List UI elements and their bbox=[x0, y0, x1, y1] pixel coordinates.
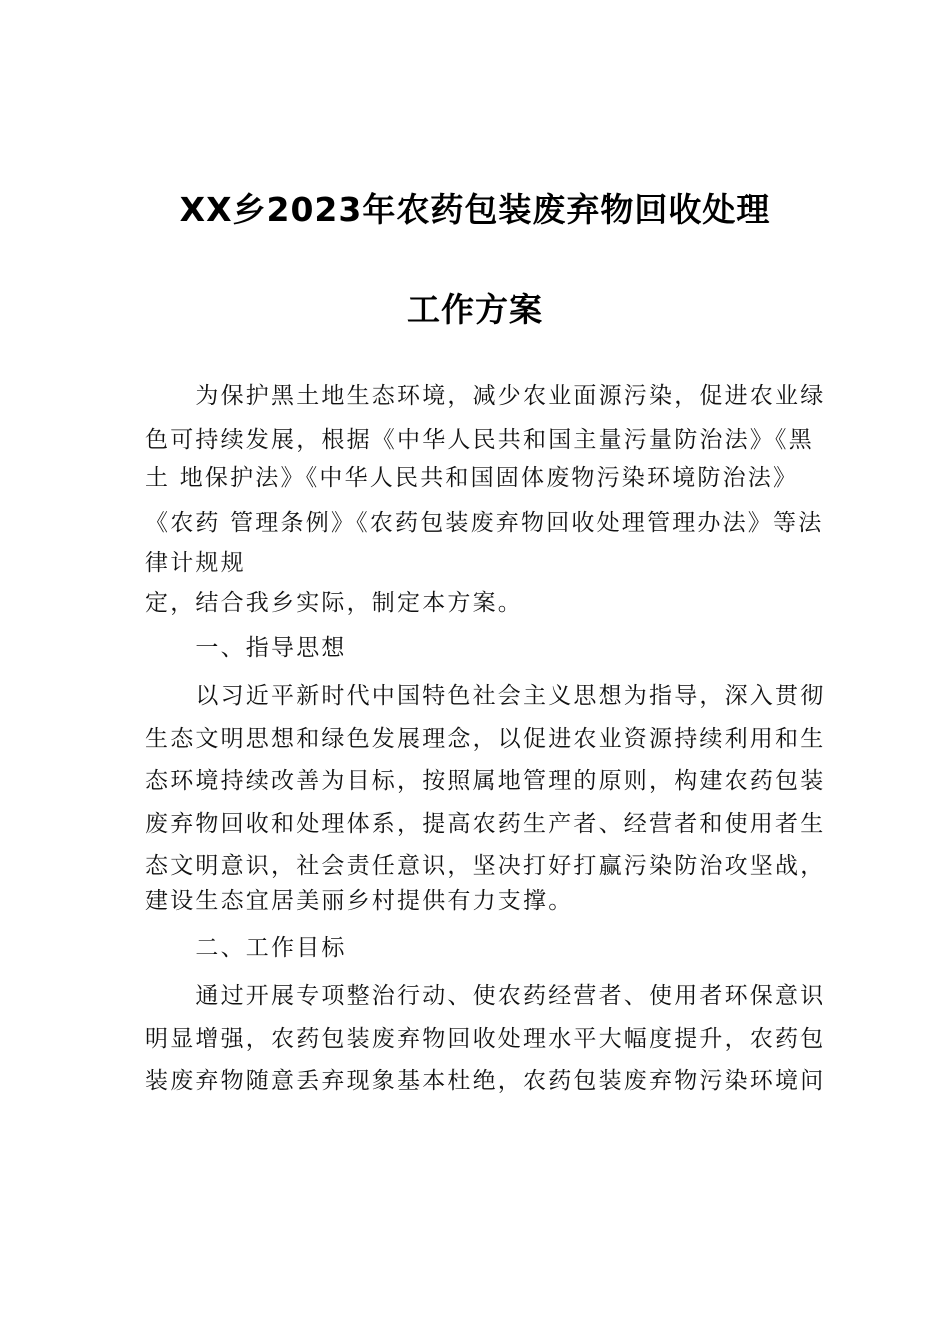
body-line: 律计规规 bbox=[145, 550, 246, 576]
body-line: 定，结合我乡实际，制定本方案。 bbox=[145, 590, 523, 616]
body-line: 土 地保护法》《中华人民共和国固体废物污染环境防治法》 bbox=[145, 465, 799, 491]
body-line: 废弃物回收和处理体系，提高农药生产者、经营者和使用者生 bbox=[145, 811, 826, 837]
body-line: 通过开展专项整治行动、使农药经营者、使用者环保意识 bbox=[145, 983, 826, 1009]
body-line: 明显增强，农药包装废弃物回收处理水平大幅度提升，农药包 bbox=[145, 1026, 826, 1052]
document-title-line-2: 工作方案 bbox=[407, 290, 543, 329]
body-line: 色可持续发展，根据《中华人民共和国主量污量防治法》《黑 bbox=[145, 427, 814, 453]
document-title-line-1: XX乡2023年农药包装废弃物回收处理 bbox=[179, 190, 771, 229]
body-line: 态文明意识，社会责任意识，坚决打好打赢污染防治攻坚战， bbox=[145, 853, 826, 879]
body-line: 为保护黑土地生态环境，减少农业面源污染，促进农业绿 bbox=[145, 383, 826, 409]
body-line: 装废弃物随意丢弃现象基本杜绝，农药包装废弃物污染环境问 bbox=[145, 1068, 826, 1094]
body-line: 态环境持续改善为目标，按照属地管理的原则，构建农药包装 bbox=[145, 768, 826, 794]
body-line: 生态文明思想和绿色发展理念，以促进农业资源持续利用和生 bbox=[145, 726, 826, 752]
section-heading-guiding-thought: 一、指导思想 bbox=[145, 635, 347, 661]
section-heading-work-goals: 二、工作目标 bbox=[145, 935, 347, 961]
body-line: 《农药 管理条例》《农药包装废弃物回收处理管理办法》等法 bbox=[145, 510, 824, 536]
body-line: 建设生态宜居美丽乡村提供有力支撑。 bbox=[145, 888, 574, 914]
body-line: 以习近平新时代中国特色社会主义思想为指导，深入贯彻 bbox=[145, 683, 826, 709]
